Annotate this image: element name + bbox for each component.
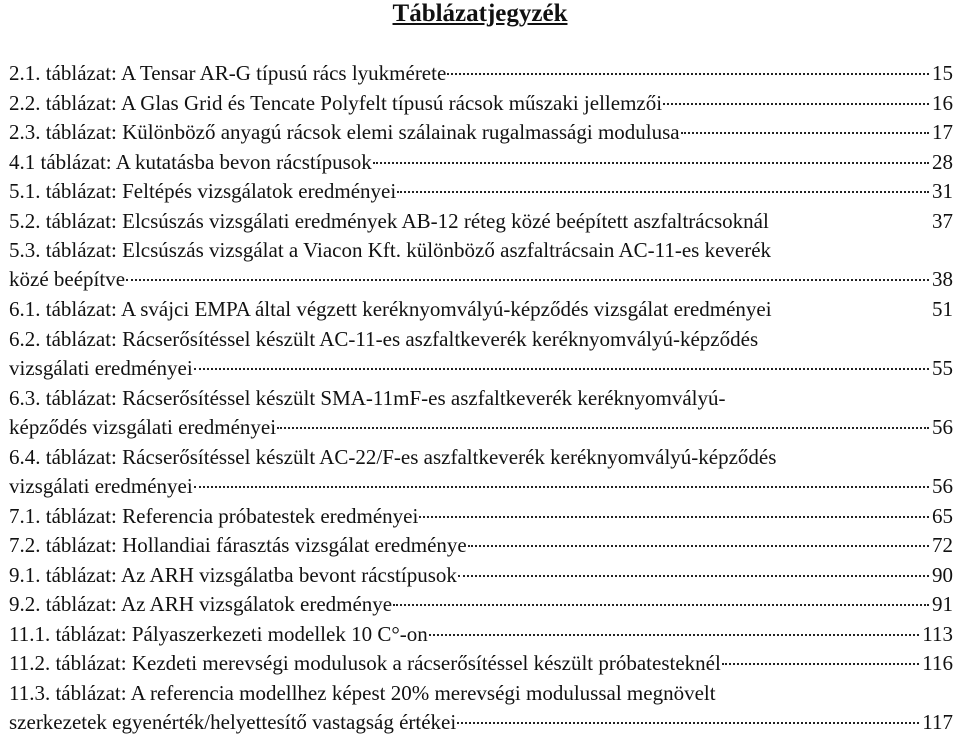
toc-entry-page-number: 90: [932, 562, 953, 587]
toc-entry-line: [9, 266, 953, 295]
toc-entry-page-number: 113: [922, 621, 953, 646]
toc-entry-page-number: 38: [932, 267, 953, 291]
toc-entry-text: 9.1. táblázat: Az ARH vizsgálatba bevont rácstípusok: [9, 562, 457, 587]
toc-entry-page-number: 117: [922, 709, 953, 734]
dot-leader: [468, 545, 929, 547]
toc-entry-line: [9, 680, 953, 709]
toc-entry-text: 7.1. táblázat: Referencia próbatestek eredményei: [9, 503, 419, 528]
toc-entry-line: [9, 178, 953, 207]
toc-entry-line: [9, 385, 953, 414]
dot-leader: [419, 516, 929, 518]
toc-entry-text: 11.3. táblázat: A referencia modellhez képest 20% merevségi modulussal megnövelt: [9, 680, 716, 705]
toc-entry-text: képződés vizsgálati eredményei: [9, 414, 277, 439]
toc-entry[interactable]: [9, 532, 953, 561]
toc-entry-page-number: 72: [932, 533, 953, 557]
toc-entry-text: 9.2. táblázat: Az ARH vizsgálatok eredménye: [9, 592, 393, 616]
dot-leader: [393, 604, 929, 606]
toc-entry[interactable]: [9, 296, 953, 325]
toc-entry-line: [9, 709, 953, 738]
toc-entry[interactable]: [9, 119, 953, 148]
toc-entry-line: [9, 414, 953, 443]
dot-leader: [457, 722, 919, 724]
toc-entry-line: [9, 532, 953, 561]
page-title: Táblázatjegyzék: [392, 0, 568, 27]
toc-entry[interactable]: [9, 621, 953, 650]
toc-entry-page-number: 37: [932, 208, 953, 233]
toc-entry[interactable]: [9, 178, 953, 207]
toc-entry-page-number: 31: [932, 179, 953, 203]
toc-entry-line: [9, 444, 953, 473]
dot-leader: [126, 279, 929, 281]
toc-entry-text: vizsgálati eredményei: [9, 473, 193, 498]
toc-entry-text: 2.3. táblázat: Különböző anyagú rácsok elemi szálainak rugalmassági modulusa: [9, 120, 680, 144]
toc-entry[interactable]: [9, 149, 953, 178]
toc-entry-page-number: 55: [932, 355, 953, 380]
toc-entry-page-number: 65: [932, 503, 953, 528]
dot-leader: [458, 575, 929, 577]
toc-entry-line: [9, 60, 953, 89]
toc-entry-line: [9, 355, 953, 384]
toc-entry-line: [9, 326, 953, 355]
toc-entry-line: [9, 562, 953, 591]
toc-entry-text: 5.2. táblázat: Elcsúszás vizsgálati eredmények AB-12 réteg közé beépített aszfaltrácsoknál: [9, 208, 769, 233]
toc-entry-page-number: 28: [932, 149, 953, 174]
toc-entry-page-number: 51: [932, 297, 953, 321]
toc-entry-line: [9, 591, 953, 620]
toc-entry-page-number: 91: [932, 592, 953, 616]
toc-entry-text: szerkezetek egyenérték/helyettesítő vastagság értékei: [9, 709, 457, 734]
dot-leader: [429, 634, 920, 636]
dot-leader: [194, 368, 929, 370]
dot-leader: [681, 132, 929, 134]
toc-entry[interactable]: [9, 326, 953, 384]
toc-entry-page-number: 56: [932, 414, 953, 439]
toc-entry-line: [9, 119, 953, 148]
toc-entry-page-number: 15: [932, 61, 953, 85]
toc-entry-text: 7.2. táblázat: Hollandiai fárasztás vizsgálat eredménye: [9, 533, 467, 557]
toc-entry-text: 6.2. táblázat: Rácserősítéssel készült AC-11-es aszfaltkeverék keréknyomvályú-képződés: [9, 326, 759, 351]
toc-entry-text: 5.1. táblázat: Feltépés vizsgálatok eredményei: [9, 179, 397, 203]
toc-entry-text: 11.2. táblázat: Kezdeti merevségi modulusok a rácserősítéssel készült próbatesteknél: [9, 651, 721, 675]
toc-entry-text: 11.1. táblázat: Pályaszerkezeti modellek 10 C°-on: [9, 621, 428, 646]
toc-entry-text: közé beépítve: [9, 267, 126, 291]
toc-entry-text: 2.2. táblázat: A Glas Grid és Tencate Polyfelt típusú rácsok műszaki jellemzői: [9, 90, 663, 115]
toc-entry-text: 6.4. táblázat: Rácserősítéssel készült AC-22/F-es aszfaltkeverék keréknyomvályú-képződés: [9, 444, 777, 469]
toc-entry-text: 2.1. táblázat: A Tensar AR-G típusú rács lyukmérete: [9, 61, 447, 85]
toc-entry-text: 5.3. táblázat: Elcsúszás vizsgálat a Viacon Kft. különböző aszfaltrácsain AC-11-es keverék: [9, 238, 772, 262]
toc-entry-line: [9, 503, 953, 532]
toc-entry[interactable]: [9, 237, 953, 295]
toc-entry[interactable]: [9, 562, 953, 591]
dot-leader: [447, 73, 929, 75]
toc-entry-text: 4.1 táblázat: A kutatásba bevon rácstípusok: [9, 149, 372, 174]
toc-entry[interactable]: [9, 591, 953, 620]
dot-leader: [194, 486, 929, 488]
toc-entry-page-number: 56: [932, 473, 953, 498]
toc-entry[interactable]: [9, 60, 953, 89]
toc-entry-text: 6.3. táblázat: Rácserősítéssel készült SMA-11mF-es aszfaltkeverék keréknyomvályú-: [9, 385, 726, 410]
toc-entry[interactable]: [9, 503, 953, 532]
toc-entry[interactable]: [9, 208, 953, 237]
toc-entry-line: [9, 650, 953, 679]
toc-entry-line: [9, 208, 953, 237]
toc-entry-page-number: 116: [922, 651, 953, 675]
toc-entry[interactable]: [9, 650, 953, 679]
toc-entry-line: [9, 621, 953, 650]
toc-entry[interactable]: [9, 444, 953, 502]
dot-leader: [277, 427, 929, 429]
dot-leader: [397, 191, 929, 193]
toc-entry-line: [9, 473, 953, 502]
toc-entry[interactable]: [9, 90, 953, 119]
toc-entry[interactable]: [9, 385, 953, 443]
toc-entry-line: [9, 90, 953, 119]
dot-leader: [722, 663, 919, 665]
toc-entry-page-number: 16: [932, 90, 953, 115]
toc-entry-line: [9, 296, 953, 325]
dot-leader: [373, 162, 929, 164]
dot-leader: [663, 103, 929, 105]
toc-entry-text: vizsgálati eredményei: [9, 355, 193, 380]
toc-entry-page-number: 17: [932, 120, 953, 144]
toc-entry-text: 6.1. táblázat: A svájci EMPA által végzett keréknyomvályú-képződés vizsgálat eredményei: [9, 297, 772, 321]
toc-entry-line: [9, 237, 953, 266]
toc-entry-line: [9, 149, 953, 178]
